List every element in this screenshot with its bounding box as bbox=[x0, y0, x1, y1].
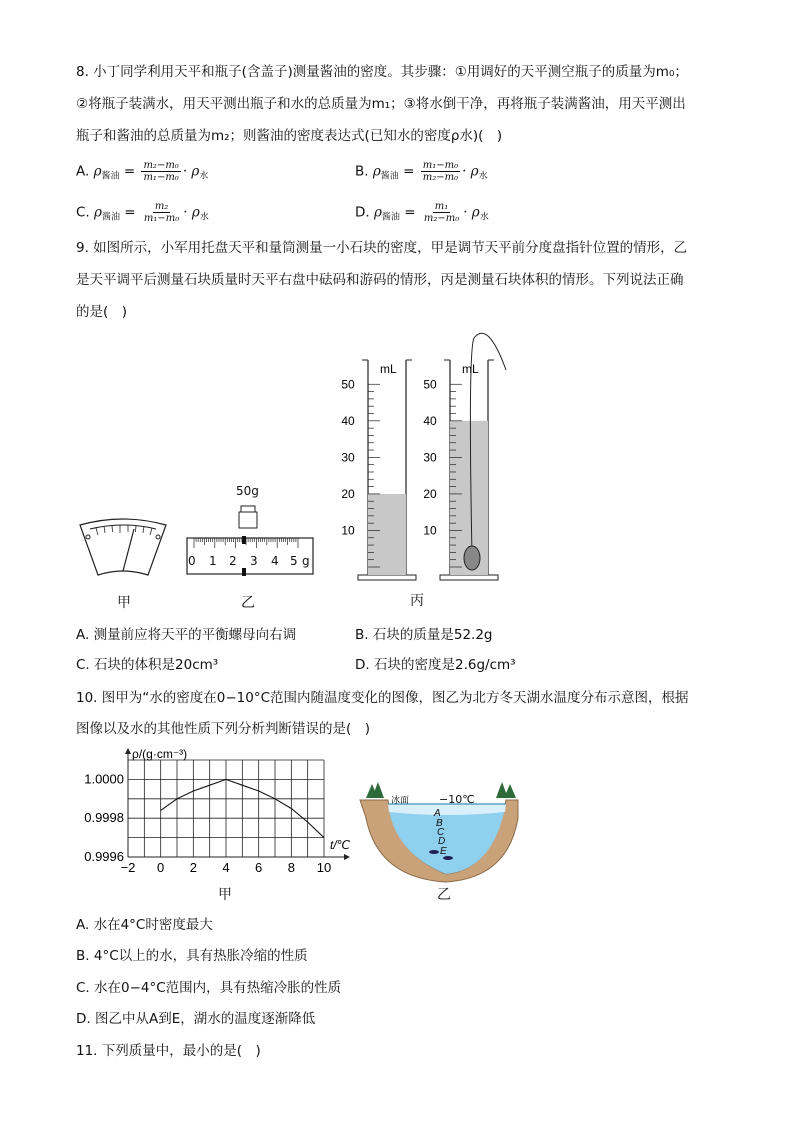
cylinder-2-tick-30: 30 bbox=[423, 450, 437, 465]
cylinder-1-tick-50: 50 bbox=[341, 377, 355, 392]
y-tick-label: 0.9996 bbox=[84, 849, 124, 864]
cylinder-1-unit: mL bbox=[380, 362, 397, 376]
svg-text:E: E bbox=[440, 846, 447, 857]
x-axis-arrow bbox=[344, 854, 350, 860]
x-tick-label: 2 bbox=[189, 860, 197, 875]
stone-in-cylinder bbox=[464, 546, 480, 570]
ice-surface-label: 冰面 bbox=[391, 796, 410, 806]
q10-option-b[interactable]: B. 4°C以上的水，具有热胀冷缩的性质 bbox=[76, 948, 308, 964]
y-axis-label: ρ/(g·cm⁻³) bbox=[132, 747, 188, 761]
svg-text:B: B bbox=[436, 818, 443, 829]
y-tick-label: 1.0000 bbox=[84, 771, 124, 787]
q10-option-d[interactable]: D. 图乙中从A到E，湖水的温度逐渐降低 bbox=[76, 1011, 316, 1027]
cylinder-1-water bbox=[368, 494, 406, 575]
cylinder-2-unit: mL bbox=[462, 362, 479, 376]
q8-stem-line2: ②将瓶子装满水，用天平测出瓶子和水的总质量为m₁；③将水倒干净，再将瓶子装满酱油，用天平测出 bbox=[76, 96, 686, 112]
x-tick-label: 10 bbox=[316, 860, 332, 875]
cylinder-1-tick-30: 30 bbox=[341, 450, 355, 465]
q8-option-a[interactable]: A. $\rho_{酱油}$ = $\frac{\text{m₂−m₀}}{\text{m₁−m₀}}$ · $\rho_水$ bbox=[76, 160, 209, 183]
y-axis-arrow bbox=[125, 748, 131, 754]
q9-option-c[interactable]: C. 石块的体积是20cm³ bbox=[76, 657, 219, 673]
svg-text:D: D bbox=[438, 836, 446, 847]
cylinder-2-tick-50: 50 bbox=[423, 377, 437, 392]
x-tick-label: 4 bbox=[222, 860, 230, 875]
q10-stem-line1: 10. 图甲为“水的密度在0−10°C范围内随温度变化的图像，图乙为北方冬天湖水温度分布示意图，根据 bbox=[76, 690, 689, 706]
q10-stem-line2: 图像以及水的其他性质下列分析判断错误的是( ) bbox=[76, 721, 371, 737]
q10-option-c[interactable]: C. 水在0−4°C范围内，具有热缩冷胀的性质 bbox=[76, 980, 342, 996]
q9-stem-line3: 的是( ) bbox=[76, 304, 128, 320]
cylinder-2-tick-40: 40 bbox=[423, 413, 437, 428]
svg-text:C: C bbox=[437, 827, 445, 838]
cylinder-1-tick-20: 20 bbox=[341, 486, 355, 501]
balance-dial-figure bbox=[76, 515, 171, 585]
density-chart bbox=[76, 745, 366, 895]
ruler-label-3: 3 bbox=[250, 554, 258, 568]
x-axis-label: t/℃ bbox=[330, 838, 351, 852]
ruler-label-2: 2 bbox=[229, 554, 237, 568]
fig-label-jia: 甲 bbox=[117, 595, 131, 611]
q8-stem-line1: 8. 小丁同学利用天平和瓶子(含盖子)测量酱油的密度。其步骤：①用调好的天平测空瓶子的质量为m₀； bbox=[76, 64, 688, 80]
cylinder-1-tick-10: 10 bbox=[341, 523, 355, 538]
ruler-label-4: 4 bbox=[271, 554, 279, 568]
fig-label-jia-2: 甲 bbox=[218, 887, 232, 903]
cylinder-1-tick-40: 40 bbox=[341, 413, 355, 428]
ruler-label-5: 5 bbox=[290, 554, 298, 568]
graduated-cylinders-figure bbox=[340, 330, 510, 585]
fig-label-yi: 乙 bbox=[241, 595, 255, 611]
q8-option-b[interactable]: B. $\rho_{酱油}$ = $\frac{\text{m₁−m₀}}{\text{m₂−m₀}}$ · $\rho_水$ bbox=[355, 160, 488, 183]
ruler-label-g: g bbox=[302, 554, 310, 568]
fig-label-bing: 丙 bbox=[410, 593, 424, 609]
q8-stem-line3: 瓶子和酱油的总质量为m₂；则酱油的密度表达式(已知水的密度ρ水)( ) bbox=[76, 128, 503, 144]
q10-option-a[interactable]: A. 水在4°C时密度最大 bbox=[76, 917, 213, 933]
surface-temp-label: −10℃ bbox=[439, 793, 475, 806]
q8-option-c[interactable]: C. $\rho_{酱油}$ = $\frac{\text{m₂}}{\text{m₁−m₀}}$ · $\rho_水$ bbox=[76, 201, 209, 224]
q9-option-b[interactable]: B. 石块的质量是52.2g bbox=[355, 627, 493, 643]
x-tick-label: 8 bbox=[287, 860, 295, 875]
ruler-labels bbox=[186, 554, 316, 570]
q8-option-d[interactable]: D. $\rho_{酱油}$ = $\frac{\text{m₁}}{\text{m₂−m₀}}$ · $\rho_水$ bbox=[355, 201, 489, 224]
ruler-label-0: 0 bbox=[188, 554, 196, 568]
ruler-label-1: 1 bbox=[209, 554, 217, 568]
fig-label-yi-2: 乙 bbox=[437, 887, 451, 903]
svg-text:A: A bbox=[434, 808, 441, 819]
q11-stem: 11. 下列质量中，最小的是( ) bbox=[76, 1043, 261, 1059]
q9-stem-line1: 9. 如图所示，小军用托盘天平和量筒测量一小石块的密度，甲是调节天平前分度盘指针位置的情形，乙 bbox=[76, 240, 688, 256]
q9-option-a[interactable]: A. 测量前应将天平的平衡螺母向右调 bbox=[76, 627, 297, 643]
q9-option-d[interactable]: D. 石块的密度是2.6g/cm³ bbox=[355, 657, 516, 673]
y-tick-label: 0.9998 bbox=[84, 810, 124, 826]
x-tick-label: −2 bbox=[120, 860, 136, 875]
cylinder-2-tick-10: 10 bbox=[423, 523, 437, 538]
x-tick-label: 6 bbox=[255, 860, 263, 875]
weight-label: 50g bbox=[236, 484, 259, 498]
q9-stem-line2: 是天平调平后测量石块质量时天平右盘中砝码和游码的情形，丙是测量石块体积的情形。下列说法正确 bbox=[76, 272, 684, 288]
cylinder-2-tick-20: 20 bbox=[423, 486, 437, 501]
x-tick-label: 0 bbox=[157, 860, 165, 875]
